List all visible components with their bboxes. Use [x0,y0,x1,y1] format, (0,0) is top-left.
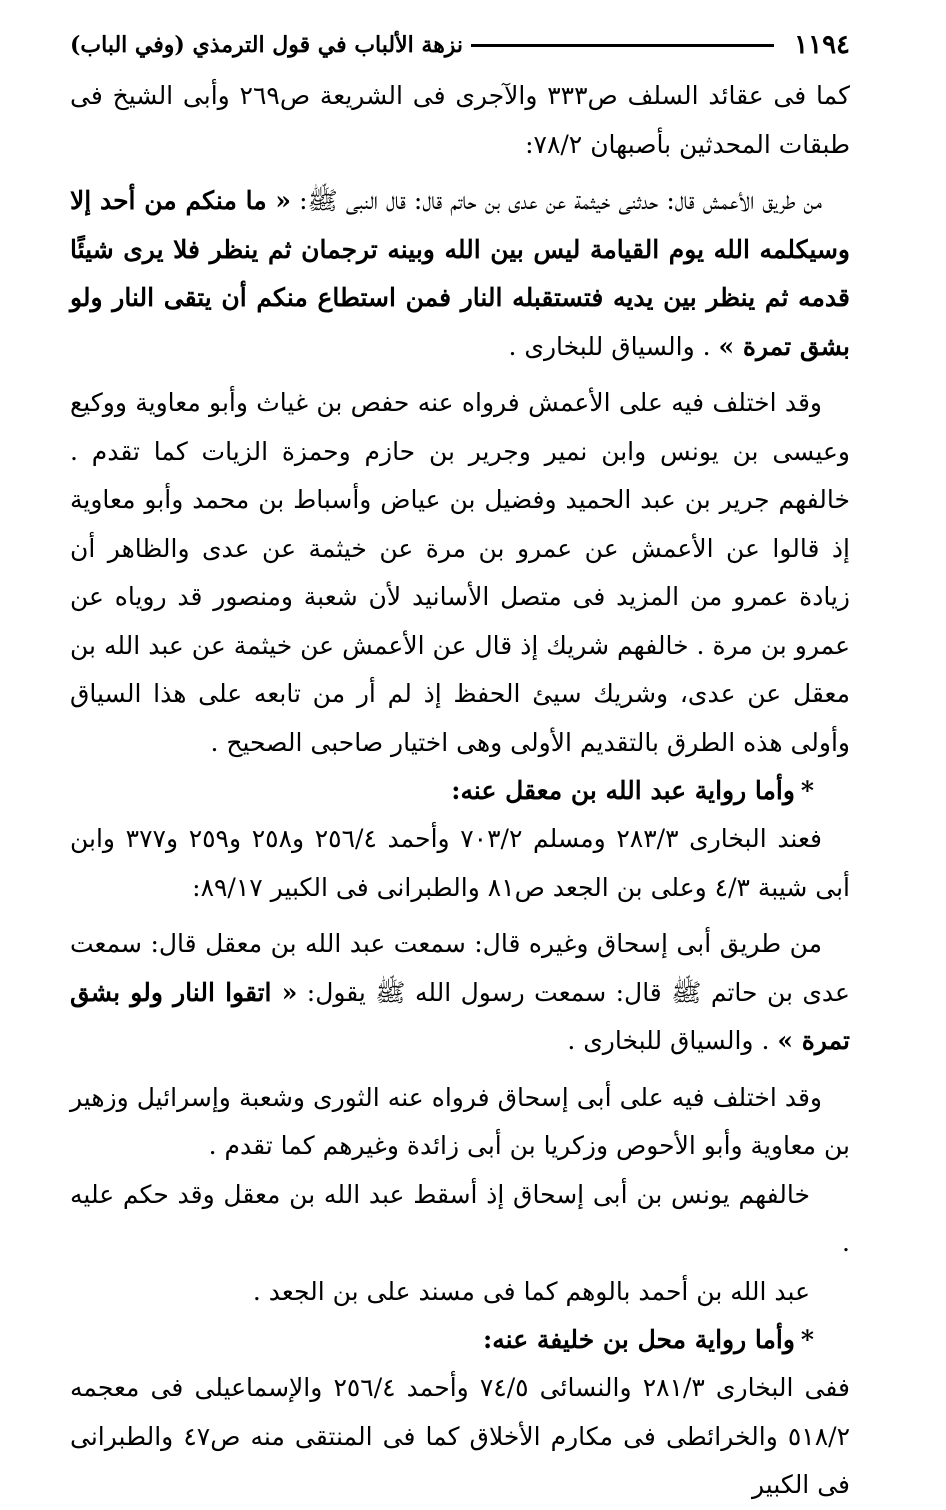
paragraph-yunus: خالفهم يونس بن أبى إسحاق إذ أسقط عبد الله بن معقل وقد حكم عليه . [70,1179,850,1257]
paragraph-abdullah-ahmad: عبد الله بن أحمد بالوهم كما فى مسند على بن الجعد . [252,1276,810,1306]
hadith-text: « اتقوا النار ولو بشق تمرة » [70,977,850,1055]
chain-text: من طريق الأعمش قال: حدثنى خيثمة عن عدى بن حاتم قال: قال النبى ﷺ: [299,186,823,215]
heading-label: وأما رواية عبد الله بن معقل عنه: [451,776,795,805]
paragraph-hadith-fear-fire [70,920,850,1066]
star-icon: * [800,1325,814,1354]
context-note: . والسياق للبخارى . [508,331,711,361]
heading-label: وأما رواية محل بن خليفة عنه: [483,1325,795,1354]
chain-text: من طريق أبى إسحاق وغيره قال: سمعت عبد الله بن معقل قال: سمعت عدى بن حاتم ﷺ قال: سمعت رسول الله ﷺ يقول: [70,929,850,1007]
page-header [70,20,850,70]
context-note: . والسياق للبخارى . [567,1026,770,1055]
section-heading-abdullah-bin-maqil [70,767,850,815]
paragraph-hadith-adi [70,177,850,371]
paragraph-sources-1: كما فى عقائد السلف ص٣٣٣ والآجرى فى الشريعة ص٢٦٩ وأبى الشيخ فى طبقات المحدثين بأصبهان ٧٨/٢: [70,81,850,159]
hadith-text: « ما منكم من أحد إلا وسيكلمه الله يوم القيامة ليس بين الله وبينه ترجمان ثم ينظر فلا يرى شيئًا قدمه ثم ينظر بين يديه فتستقبله النار فمن استطاع منكم أن يتقى النار ولو بشق تمرة » [70,186,850,361]
page-number: ١١٩٤ [794,30,850,60]
star-icon: * [800,776,814,805]
paragraph-sources-3: ففى البخارى ٢٨١/٣ والنسائى ٧٤/٥ وأحمد ٢٥٦/٤ والإسماعيلى فى معجمه ٥١٨/٢ والخرائطى فى مكارم الأخلاق كما فى المنتقى منه ص٤٧ والطبرانى فى الكبير [70,1373,851,1499]
header-rule [471,44,774,47]
running-title: نزهة الألباب في قول الترمذي (وفي الباب) [70,32,464,58]
paragraph-discussion-amash: وقد اختلف فيه على الأعمش فرواه عنه حفص بن غياث وأبو معاوية ووكيع وعيسى بن يونس وابن نمير وجرير بن حازم وحمزة الزيات كما تقدم . خالفهم جرير بن عبد الحميد وفضيل بن عياض وأسباط بن محمد وأبو معاوية إذ قالوا عن الأعمش عن عمرو بن مرة عن خيثمة عن عدى والظاهر أن زيادة عمرو من المزيد فى متصل الأسانيد لأن شعبة ومنصور قد روياه عن عمرو بن مرة . خالفهم شريك إذ قال عن الأعمش عن خيثمة عن عبد الله بن معقل عن عدى، وشريك سيئ الحفظ إذ لم أر من تابعه على هذا السياق وأولى هذه الطرق بالتقديم الأولى وهى اختيار صاحبى الصحيح . [70,388,850,757]
paragraph-discussion-abu-ishaq: وقد اختلف فيه على أبى إسحاق فرواه عنه الثورى وشعبة وإسرائيل وزهير بن معاوية وأبو الأحوص وزكريا بن أبى زائدة وغيرهم كما تقدم . [70,1082,850,1160]
paragraph-sources-2: فعند البخارى ٢٨٣/٣ ومسلم ٧٠٣/٢ وأحمد ٢٥٦/٤ و٢٥٨ و٢٥٩ و٣٧٧ وابن أبى شيبة ٤/٣ وعلى بن الجعد ص٨١ والطبرانى فى الكبير ٨٩/١٧: [70,824,850,902]
section-heading-muhill-bin-khalifa [70,1316,850,1364]
